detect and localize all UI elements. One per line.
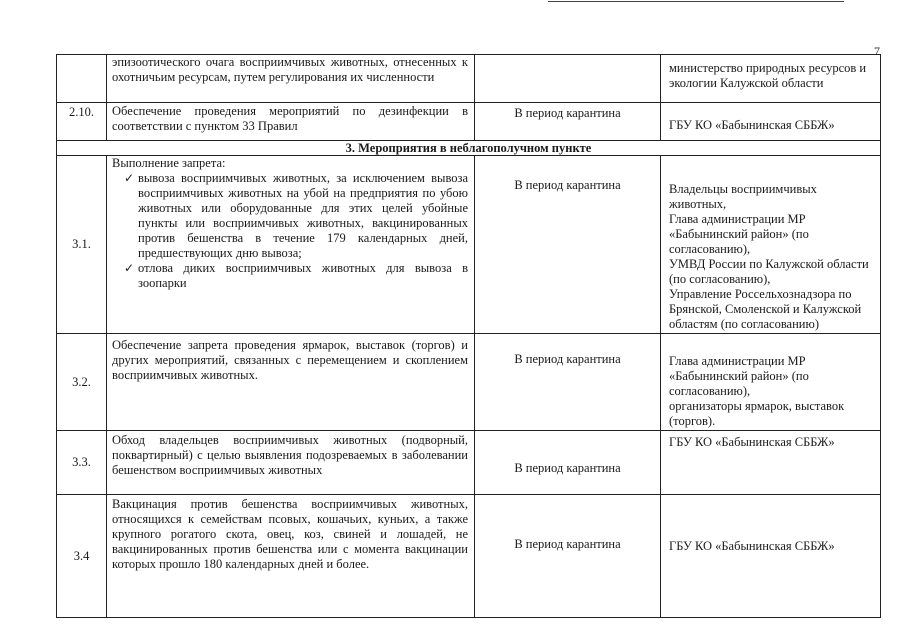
- responsible-party: [661, 55, 881, 103]
- section-header-row: [57, 141, 881, 156]
- responsible-party: [661, 334, 881, 431]
- measure-period: [475, 55, 661, 103]
- responsible-line: министерство природных ресурсов и экологии Калужской области: [669, 61, 867, 90]
- responsible-party: [661, 156, 881, 334]
- measure-description: [107, 156, 475, 334]
- responsible-line: ГБУ КО «Бабынинская СББЖ»: [669, 435, 835, 449]
- table-row: [57, 431, 881, 495]
- check-mark-icon: ✓: [124, 171, 135, 185]
- row-number: 3.1.: [57, 156, 107, 334]
- responsible-line: ГБУ КО «Бабынинская СББЖ»: [669, 118, 835, 132]
- page-number: 7: [874, 44, 880, 58]
- responsible-line: ГБУ КО «Бабынинская СББЖ»: [669, 539, 835, 553]
- measure-description: Обеспечение запрета проведения ярмарок, выставок (торгов) и других мероприятий, связанных с перемещением и скоплением восприимчивых животных.: [107, 334, 475, 431]
- responsible-line: Владельцы восприимчивых животных,: [669, 182, 817, 211]
- measure-description: Вакцинация против бешенства восприимчивых животных, относящихся к семействам псовых, кошачьих, куньих, а также крупного рогатого скота, овец, коз, свиней и лошадей, не вакцинированных против бешенства или с момента вакцинации которых прошло 180 календарных дней и более.: [107, 495, 475, 618]
- top-rule: [548, 1, 844, 2]
- measure-intro: Выполнение запрета:: [112, 156, 226, 170]
- check-mark-icon: ✓: [124, 261, 135, 275]
- responsible-line: УМВД России по Калужской области (по согласованию),: [669, 257, 869, 286]
- row-number: 3.2.: [57, 334, 107, 431]
- measure-description: эпизоотического очага восприимчивых животных, отнесенных к охотничьим ресурсам, путем регулирования их численности: [107, 55, 475, 103]
- row-number: 2.10.: [57, 103, 107, 141]
- section-title: 3. Мероприятия в неблагополучном пункте: [57, 141, 881, 156]
- measures-table: [56, 54, 881, 618]
- measure-period: В период карантина: [475, 495, 661, 618]
- list-item-text: отлова диких восприимчивых животных для вывоза в зоопарки: [138, 261, 468, 290]
- measure-period: В период карантина: [475, 334, 661, 431]
- measure-period: В период карантина: [475, 156, 661, 334]
- measure-description: Обход владельцев восприимчивых животных (подворный, поквартирный) с целью выявления подозреваемых в заболевании бешенством восприимчивых животных: [107, 431, 475, 495]
- responsible-party: [661, 431, 881, 495]
- measure-period: В период карантина: [475, 103, 661, 141]
- row-number: 3.3.: [57, 431, 107, 495]
- table-row: [57, 55, 881, 103]
- list-item-text: вывоза восприимчивых животных, за исключением вывоза восприимчивых животных на убой на предприятия по убою животных или оборудованные для этих целей убойные пункты или восприимчивых животных, вакцинированных против бешенства в течение 179 календарных дней, предшествующих дню вывоза;: [138, 171, 468, 260]
- table-row: [57, 156, 881, 334]
- responsible-party: [661, 495, 881, 618]
- measure-description: Обеспечение проведения мероприятий по дезинфекции в соответствии с пунктом 33 Правил: [107, 103, 475, 141]
- check-list: [112, 171, 468, 291]
- table-row: [57, 495, 881, 618]
- measure-period: В период карантина: [475, 431, 661, 495]
- list-item: [112, 261, 468, 291]
- table-row: [57, 103, 881, 141]
- row-number: 3.4: [57, 495, 107, 618]
- responsible-line: Глава администрации МР «Бабынинский район» (по согласованию),: [669, 212, 809, 256]
- responsible-line: Глава администрации МР «Бабынинский район» (по согласованию),: [669, 354, 809, 398]
- list-item: [112, 171, 468, 261]
- responsible-line: Управление Россельхознадзора по Брянской, Смоленской и Калужской областям (по согласованию): [669, 287, 862, 331]
- row-number: [57, 55, 107, 103]
- responsible-line: организаторы ярмарок, выставок (торгов).: [669, 399, 845, 428]
- table-row: [57, 334, 881, 431]
- responsible-party: [661, 103, 881, 141]
